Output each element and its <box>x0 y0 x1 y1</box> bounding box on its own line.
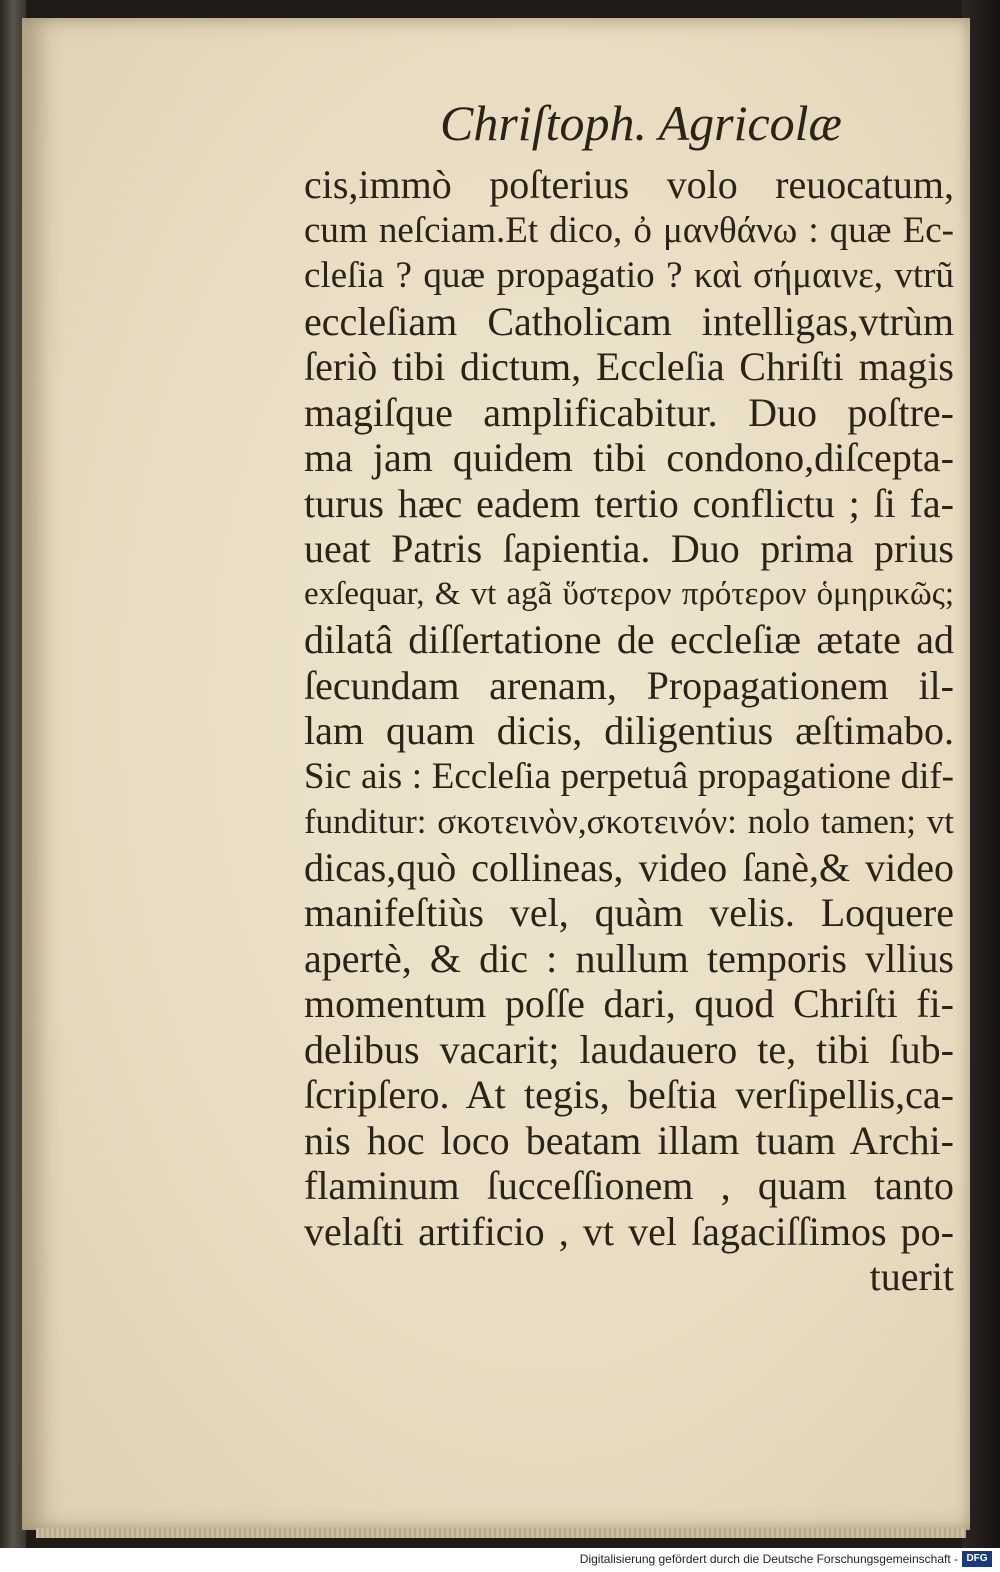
body-text <box>304 162 954 1300</box>
text-line: cis,immò poſterius volo reuocatum, <box>304 162 954 207</box>
text-line: manifeſtiùs vel, quàm velis. Loquere <box>304 890 954 935</box>
text-line: lam quam dicis, diligentius æſtimabo. <box>304 708 954 753</box>
text-line: funditur: σκοτεινὸν,σκοτεινόν: nolo tamen; vt <box>304 802 954 841</box>
catchword: tuerit <box>869 1254 954 1299</box>
text-line: ſcripſero. At tegis, beſtia verſipellis,ca- <box>304 1072 954 1117</box>
text-line: magiſque amplificabitur. Duo poſtre- <box>304 389 954 435</box>
text-line: ma jam quidem tibi condono,diſcepta- <box>304 435 954 480</box>
funding-credit: Digitalisierung gefördert durch die Deutsche Forschungsgemeinschaft - <box>579 1552 958 1566</box>
text-line: dicas,quò collineas, video ſanè,& video <box>304 844 954 890</box>
text-line: ſeriò tibi dictum, Eccleſia Chriſti magis <box>304 344 954 389</box>
text-line: turus hæc eadem tertio conflictu ; ſi fa- <box>304 480 954 526</box>
text-line: ſecundam arenam, Propagationem il- <box>304 662 954 708</box>
text-line: ueat Patris ſapientia. Duo prima prius <box>304 526 954 571</box>
text-line: flaminum ſucceſſionem , quam tanto <box>304 1163 954 1208</box>
page-edges <box>36 1528 966 1538</box>
text-line: apertè, & dic : nullum temporis vllius <box>304 935 954 981</box>
text-line: dilatâ diſſertatione de eccleſiæ ætate ad <box>304 617 954 662</box>
text-line: cum neſciam.Et dico, ὀ μανθάνω : quæ Ec- <box>304 209 954 251</box>
running-header: Chriſtoph. Agricolæ <box>440 95 842 151</box>
text-line: velaſti artificio , vt vel ſagaciſſimos po- <box>304 1208 954 1254</box>
text-line: cleſia ? quæ propagatio ? καὶ σήμαινε, vtrũ <box>304 255 954 296</box>
text-line: momentum poſſe dari, quod Chriſti fi- <box>304 981 954 1026</box>
dfg-logo: DFG <box>962 1551 992 1567</box>
text-line: eccleſiam Catholicam intelligas,vtrùm <box>304 298 954 344</box>
text-line: delibus vacarit; laudauero te, tibi ſub- <box>304 1026 954 1072</box>
text-line: Sic ais : Eccleſia perpetuâ propagatione dif- <box>304 755 954 797</box>
text-line: exſequar, & vt agã ὕστερον πρότερον ὁμηρικῶς; <box>304 575 954 612</box>
text-line: nis hoc loco beatam illam tuam Archi- <box>304 1117 954 1163</box>
